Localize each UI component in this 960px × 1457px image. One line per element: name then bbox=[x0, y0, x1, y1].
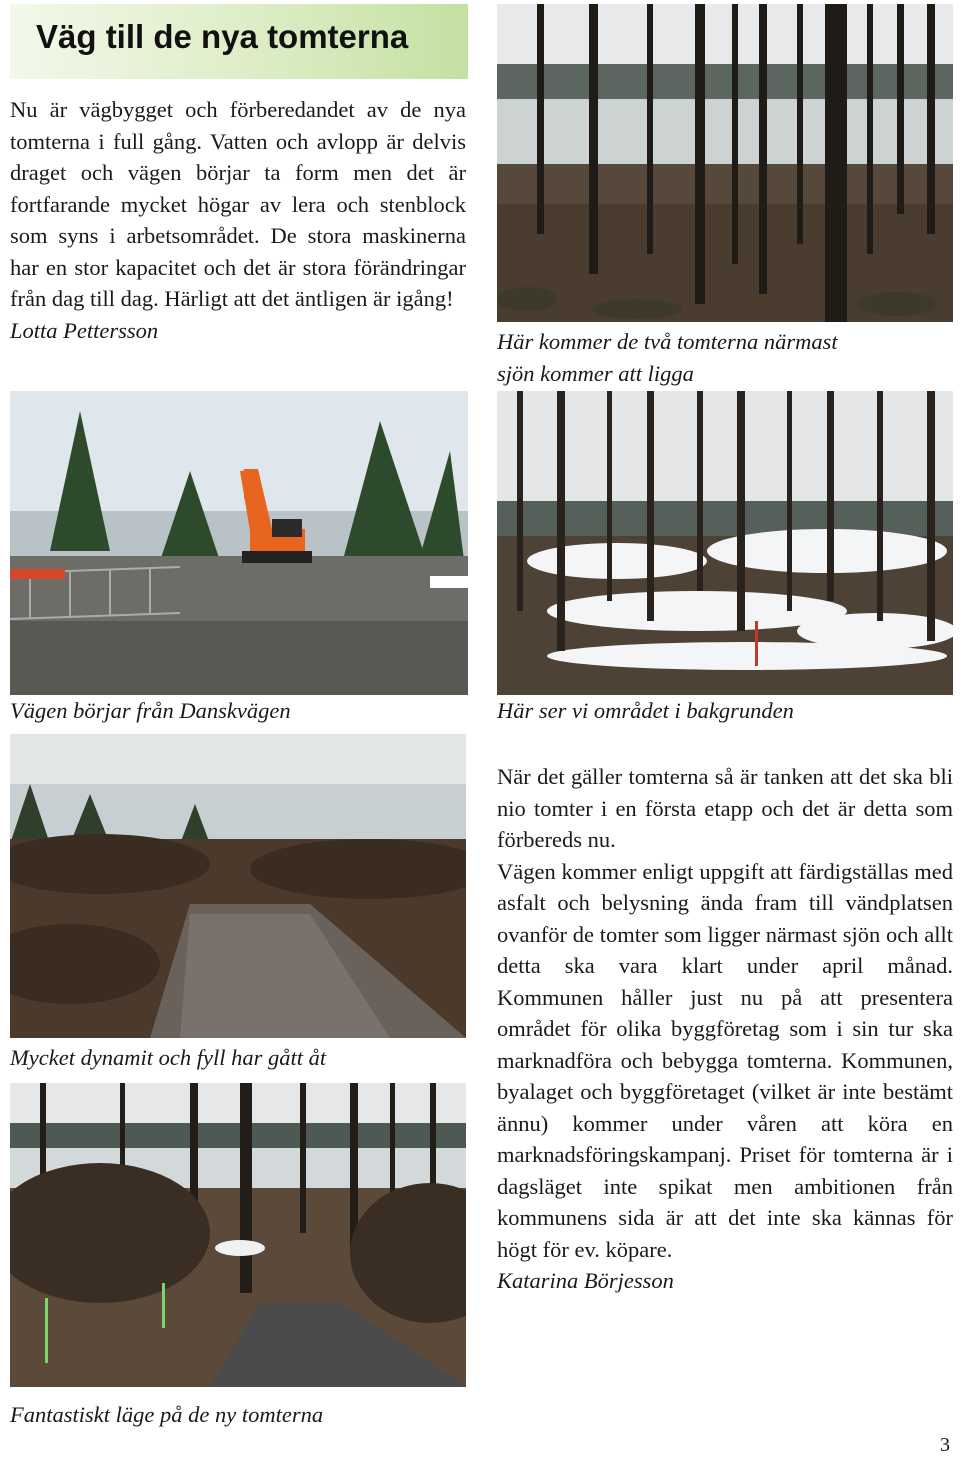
body-text-block bbox=[497, 761, 953, 1297]
caption-lake-view-plots: Fantastiskt läge på de ny tomterna bbox=[10, 1402, 324, 1427]
caption-lake-forest-line1: Här kommer de två tomterna närmast bbox=[497, 329, 838, 354]
body-paragraph-2: Vägen kommer enligt uppgift att färdigställas med asfalt och belysning ända fram till vändplatsen ovanför de tomter som ligger närmast sjön och allt detta ska vara klart under april månad. Kommunen håller just nu på att presentera området för olika byggföretag som i sin tur ska marknadföra och bebygga tomterna. Kommunen, byalaget och byggföretaget (vilket är inte bestämt ännu) kommer under våren att köra en marknadsföringskampanj. Priset för tomterna är i dagsläget inte spikat men ambitionen från kommunens sida är att det inte ska kännas för högt för ev. köpare. bbox=[497, 858, 953, 1262]
caption-snowy-area: Här ser vi området i bakgrunden bbox=[497, 698, 794, 723]
intro-author: Lotta Pettersson bbox=[10, 317, 159, 343]
photo-lake-view-plots bbox=[10, 1083, 466, 1387]
photo-excavator-road bbox=[10, 391, 468, 695]
photo-dynamite-fill bbox=[10, 734, 466, 1038]
article-title: Väg till de nya tomterna bbox=[36, 18, 409, 55]
body-paragraph-1: När det gäller tomterna så är tanken att det ska bli nio tomter i en första etapp och det är detta som förbereds nu. bbox=[497, 764, 953, 852]
photo-snowy-area bbox=[497, 391, 953, 695]
caption-lake-forest bbox=[497, 326, 838, 389]
article-title-box bbox=[10, 4, 468, 79]
intro-text-block bbox=[10, 94, 466, 346]
body-author: Katarina Börjesson bbox=[497, 1268, 674, 1293]
caption-lake-forest-line2: sjön kommer att ligga bbox=[497, 360, 694, 386]
caption-excavator-road: Vägen börjar från Danskvägen bbox=[10, 698, 291, 723]
page-number: 3 bbox=[940, 1434, 950, 1456]
photo-lake-forest bbox=[497, 4, 953, 322]
intro-paragraph: Nu är vägbygget och förberedandet av de nya tomterna i full gång. Vatten och avlopp är delvis draget och vägen börjar ta form men det är fortfarande mycket högar av lera och stenblock som syns i arbetsområdet. De stora maskinerna har en stor kapacitet och det är stora förändringar från dag till dag. Härligt att det äntligen är igång! bbox=[10, 97, 466, 311]
caption-dynamite-fill: Mycket dynamit och fyll har gått åt bbox=[10, 1045, 327, 1070]
